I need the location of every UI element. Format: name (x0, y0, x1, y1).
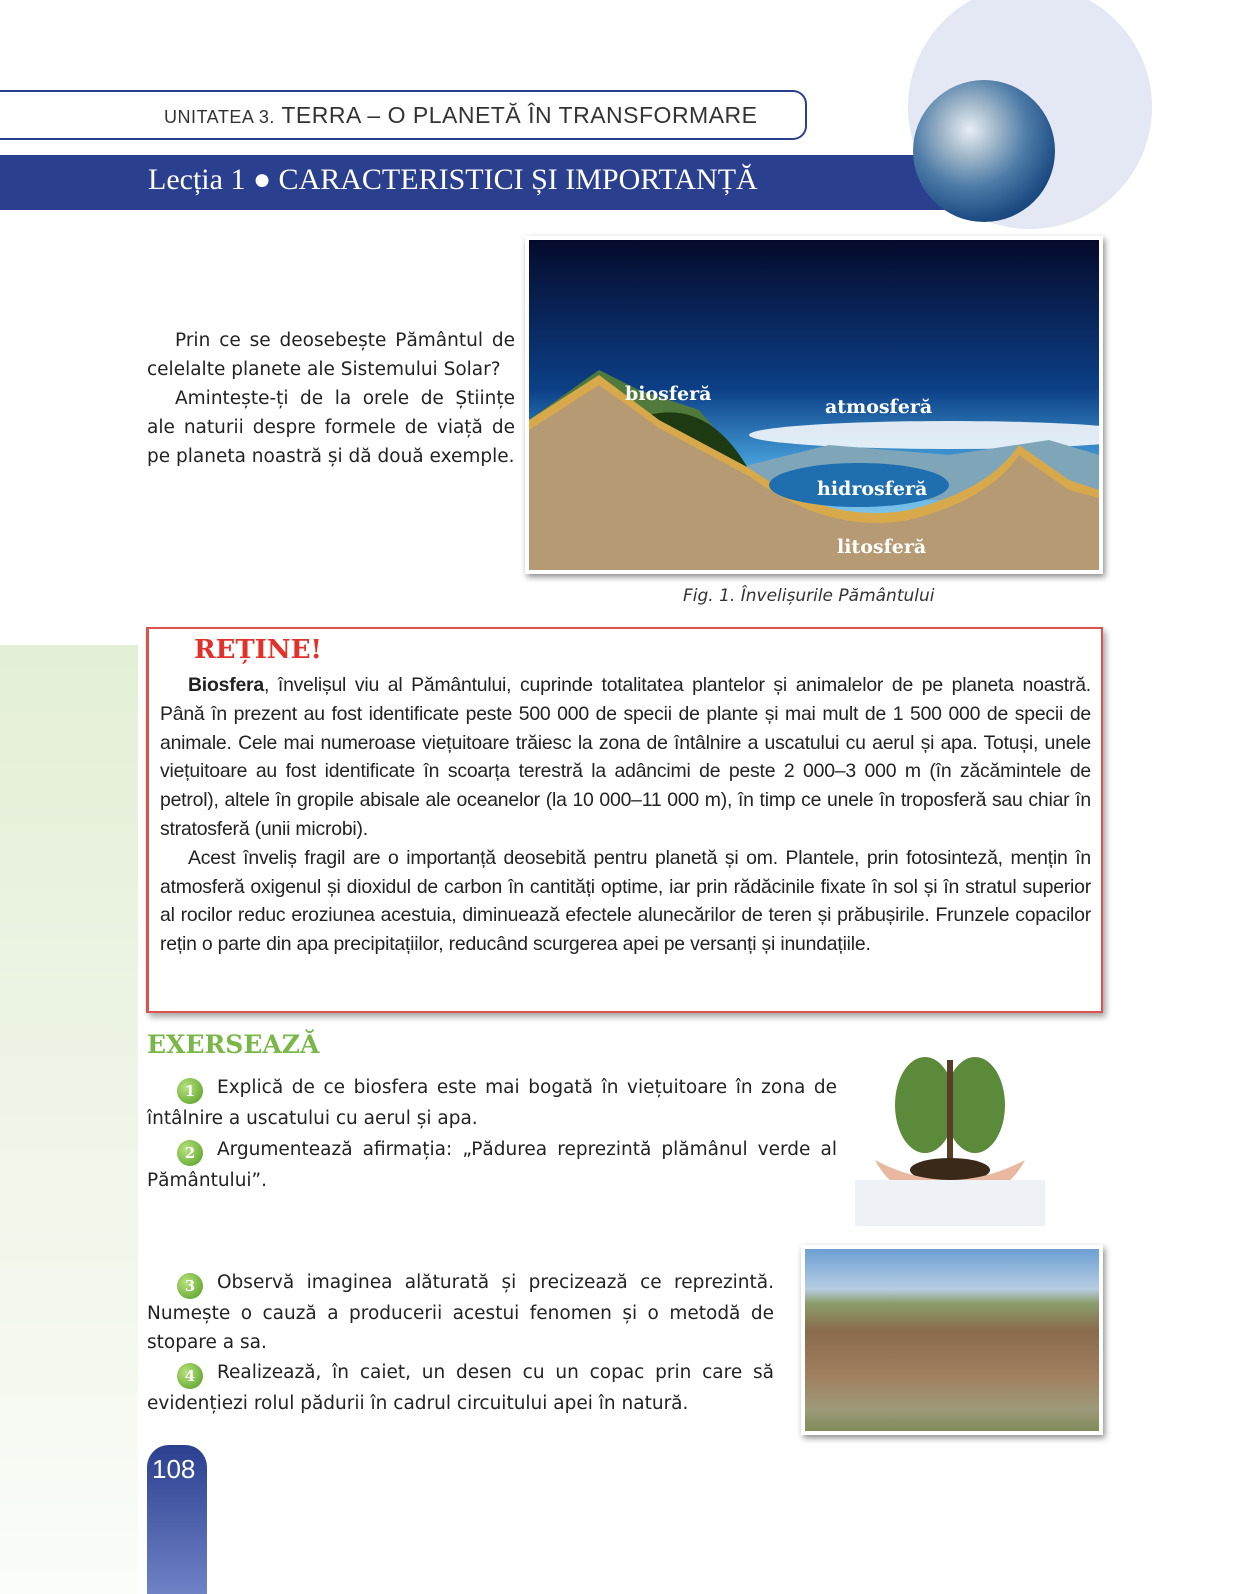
retine-paragraph-2: Acest înveliș fragil are o importanță deosebită pentru planetă și om. Plantele, prin fotosinteză, mențin în atmosferă oxigenul și dioxidul de carbon în cantități optime, iar prin rădăcinile fixate în sol și în stratul superior al rocilor reduc eroziunea acestuia, diminuează efectele alunecărilor de teren și prăbușirile. Frunzele copacilor rețin o parte din apa precipitațiilor, reducând scurgerea apei pe versanți și inundațiile. (160, 846, 1091, 956)
unit-prefix: UNITATEA 3. (164, 107, 275, 127)
page-number: 108 (152, 1454, 196, 1484)
exercise-text: Realizează, în caiet, un desen cu un copac prin care să evidențiezi rolul pădurii în cadrul circuitului apei în natură. (147, 1362, 774, 1414)
exercise-text: Explică de ce biosfera este mai bogată în viețuitoare în zona de întâlnire a uscatului cu aerul și apa. (147, 1077, 837, 1129)
unit-header (0, 90, 807, 140)
intro-question-2: Amintește-ți de la orele de Științe ale naturii despre formele de viață de pe planeta noastră și dă două exemple. (147, 388, 515, 467)
retine-p1-text: , învelișul viu al Pământului, cuprinde totalitatea plantelor și animalelor de pe planeta noastră. Până în prezent au fost identificate peste 500 000 de specii de plante și mai mult de 1 500 000 de specii de animale. Cele mai numeroase viețuitoare trăiesc la zona de întâlnire a uscatului cu aerul și apa. Totuși, unele viețuitoare au fost identificate în scoarța terestră la adâncimi de peste 2 000–3 000 m (în zăcămintele de petrol), altele în gropile abisale ale oceanelor (la 10 000–11 000 m), în timp ce unele în troposferă sau chiar în stratosferă (unii microbi). (160, 674, 1091, 840)
lungs-tree-image (855, 1050, 1045, 1226)
retine-title: REȚINE! (194, 635, 322, 665)
retine-paragraph-1 (160, 671, 1091, 844)
exercise-number: 2 (177, 1140, 203, 1166)
side-strip (0, 645, 138, 1594)
exercise-number: 4 (177, 1363, 203, 1389)
exercise-4 (147, 1358, 774, 1418)
retine-term: Biosfera (188, 674, 264, 696)
page-number-tab (147, 1445, 207, 1594)
label-hidrosfera: hidrosferă (817, 478, 928, 500)
label-litosfera: litosferă (837, 536, 927, 558)
label-atmosfera: atmosferă (825, 396, 933, 418)
lesson-title: Lecția 1 ● CARACTERISTICI ȘI IMPORTANȚĂ (148, 163, 758, 196)
erosion-photo (801, 1245, 1103, 1435)
exercise-number: 1 (177, 1078, 203, 1104)
figure-caption: Fig. 1. Învelișurile Pământului (683, 586, 935, 606)
exercise-2 (147, 1135, 837, 1195)
globe-image (913, 80, 1055, 222)
retine-box (146, 627, 1103, 1013)
exercise-3 (147, 1268, 774, 1357)
earth-layers-illustration (529, 240, 1099, 570)
exerseaza-title: EXERSEAZĂ (147, 1030, 320, 1059)
earth-layers-figure (525, 236, 1103, 574)
unit-title: TERRA – O PLANETĂ ÎN TRANSFORMARE (281, 102, 758, 128)
intro-question-1: Prin ce se deosebește Pământul de celelalte planete ale Sistemului Solar? (147, 330, 515, 380)
exercise-1 (147, 1073, 837, 1133)
exercise-text: Observă imaginea alăturată și precizează ce reprezintă. Numește o cauză a producerii acestui fenomen și o metodă de stopare a sa. (147, 1272, 774, 1353)
exercise-number: 3 (177, 1273, 203, 1299)
label-biosfera: biosferă (625, 383, 712, 405)
lesson-band (0, 155, 960, 210)
intro-questions (147, 326, 515, 471)
exercise-text: Argumentează afirmația: „Pădurea reprezintă plămânul verde al Pământului”. (147, 1139, 837, 1191)
